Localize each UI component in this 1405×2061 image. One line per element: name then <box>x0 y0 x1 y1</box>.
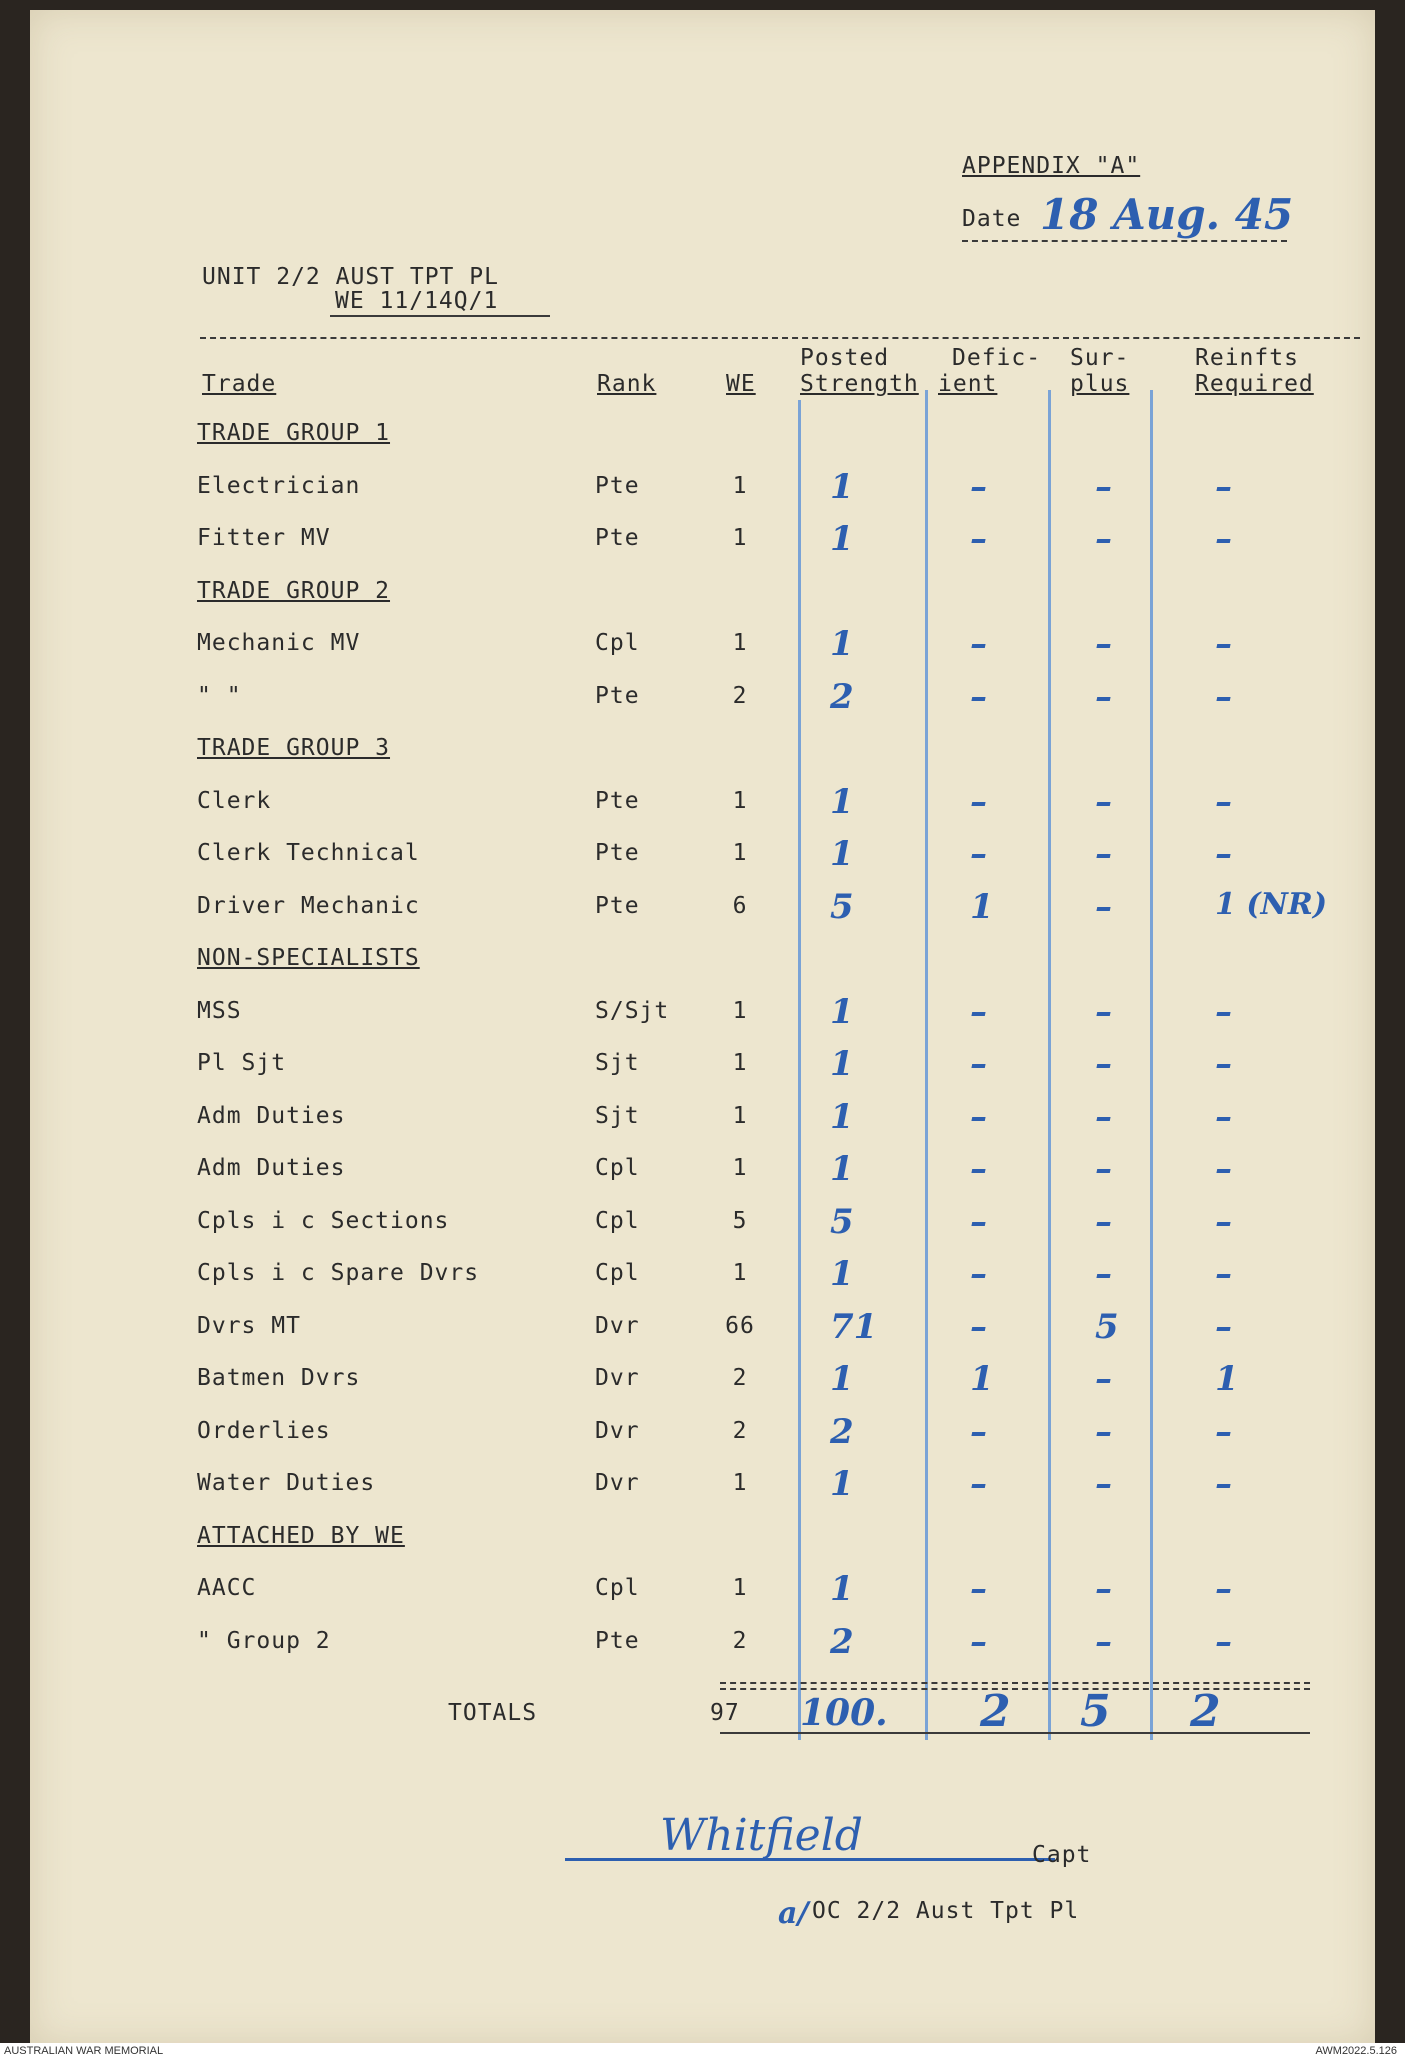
surplus-cell: – <box>1095 624 1112 664</box>
deficient-cell: – <box>970 1569 987 1609</box>
group-header-row <box>30 945 1375 985</box>
surplus-cell: – <box>1095 1622 1112 1662</box>
group-header-row <box>30 735 1375 775</box>
signature-title: OC 2/2 Aust Tpt Pl <box>812 1898 1080 1924</box>
surplus-cell: – <box>1095 1254 1112 1294</box>
we-cell: 2 <box>732 1418 748 1444</box>
table-row <box>30 624 1375 670</box>
posted-strength-cell: 2 <box>830 1412 854 1452</box>
we-cell: 1 <box>732 998 748 1024</box>
surplus-cell: 5 <box>1095 1307 1119 1347</box>
reinforcements-cell: – <box>1215 624 1232 664</box>
posted-strength-cell: 1 <box>830 1097 854 1137</box>
posted-strength-cell: 5 <box>830 1202 854 1242</box>
rank-cell: Pte <box>595 840 640 866</box>
rank-cell: Dvr <box>595 1313 640 1339</box>
reinforcements-cell: – <box>1215 519 1232 559</box>
we-cell: 2 <box>732 1628 748 1654</box>
table-row <box>30 519 1375 565</box>
col-defic-2: ient <box>938 371 998 397</box>
trade-cell: " " <box>197 683 242 709</box>
posted-strength-cell: 71 <box>830 1307 878 1347</box>
trade-cell: MSS <box>197 998 242 1024</box>
trade-cell: Adm Duties <box>197 1103 346 1129</box>
col-posted-2: Strength <box>800 371 919 397</box>
rank-cell: Cpl <box>595 1575 640 1601</box>
reinforcements-cell: 1 <box>1215 1359 1239 1399</box>
deficient-cell: – <box>970 1202 987 1242</box>
date-value: 18 Aug. 45 <box>1040 190 1294 239</box>
col-rank: Rank <box>597 371 657 397</box>
posted-strength-cell: 1 <box>830 992 854 1032</box>
table-row <box>30 1464 1375 1510</box>
col-trade: Trade <box>202 371 277 397</box>
footer-right: AWM2022.5.126 <box>1315 2045 1397 2057</box>
surplus-cell: – <box>1095 1149 1112 1189</box>
group-header-row <box>30 420 1375 460</box>
rank-cell: Pte <box>595 893 640 919</box>
surplus-cell: – <box>1095 782 1112 822</box>
rank-cell: Cpl <box>595 1208 640 1234</box>
col-posted-1: Posted <box>800 345 890 371</box>
reinforcements-cell: – <box>1215 782 1232 822</box>
totals-label: TOTALS <box>448 1700 538 1726</box>
rank-cell: Pte <box>595 1628 640 1654</box>
deficient-cell: – <box>970 1622 987 1662</box>
trade-cell: TRADE GROUP 1 <box>197 420 391 446</box>
reinforcements-cell: – <box>1215 1622 1232 1662</box>
trade-cell: Fitter MV <box>197 525 331 551</box>
we-cell: 1 <box>732 1050 748 1076</box>
trade-cell: AACC <box>197 1575 257 1601</box>
trade-cell: TRADE GROUP 2 <box>197 578 391 604</box>
trade-cell: Orderlies <box>197 1418 331 1444</box>
deficient-cell: – <box>970 1149 987 1189</box>
rank-cell: S/Sjt <box>595 998 670 1024</box>
reinforcements-cell: – <box>1215 677 1232 717</box>
posted-strength-cell: 1 <box>830 782 854 822</box>
posted-strength-cell: 5 <box>830 887 854 927</box>
we-cell: 1 <box>732 630 748 656</box>
posted-strength-cell: 2 <box>830 677 854 717</box>
deficient-cell: 1 <box>970 1359 994 1399</box>
rank-cell: Pte <box>595 788 640 814</box>
signature-line <box>565 1858 1055 1861</box>
rank-cell: Dvr <box>595 1365 640 1391</box>
reinforcements-cell: – <box>1215 1149 1232 1189</box>
posted-strength-cell: 1 <box>830 624 854 664</box>
rank-cell: Sjt <box>595 1050 640 1076</box>
surplus-cell: – <box>1095 1044 1112 1084</box>
deficient-cell: – <box>970 782 987 822</box>
posted-strength-cell: 1 <box>830 519 854 559</box>
col-surplus-2: plus <box>1070 371 1130 397</box>
posted-strength-cell: 1 <box>830 1569 854 1609</box>
col-surplus-1: Sur- <box>1070 345 1130 371</box>
group-header-row <box>30 578 1375 618</box>
unit-underline <box>330 315 550 317</box>
group-header-row <box>30 1523 1375 1563</box>
reinforcements-cell: 1 (NR) <box>1215 887 1328 922</box>
signature-scrawl: Whitfield <box>660 1810 863 1861</box>
we-cell: 1 <box>732 1103 748 1129</box>
surplus-cell: – <box>1095 1202 1112 1242</box>
reinforcements-cell: – <box>1215 1464 1232 1504</box>
rank-cell: Dvr <box>595 1418 640 1444</box>
deficient-cell: – <box>970 1044 987 1084</box>
posted-strength-cell: 1 <box>830 1359 854 1399</box>
we-cell: 1 <box>732 1155 748 1181</box>
date-underline <box>962 240 1287 242</box>
rank-cell: Pte <box>595 683 640 709</box>
table-row <box>30 467 1375 513</box>
reinforcements-cell: – <box>1215 467 1232 507</box>
surplus-cell: – <box>1095 887 1112 927</box>
we-cell: 2 <box>732 683 748 709</box>
rank-cell: Cpl <box>595 630 640 656</box>
we-cell: 1 <box>732 840 748 866</box>
rank-cell: Dvr <box>595 1470 640 1496</box>
trade-cell: Adm Duties <box>197 1155 346 1181</box>
trade-cell: TRADE GROUP 3 <box>197 735 391 761</box>
totals-we: 97 <box>710 1700 740 1726</box>
trade-cell: " Group 2 <box>197 1628 331 1654</box>
header-top-rule <box>200 337 1360 339</box>
totals-bottom-rule <box>720 1732 1310 1734</box>
we-cell: 1 <box>732 1470 748 1496</box>
deficient-cell: 1 <box>970 887 994 927</box>
unit-line-2: WE 11/14Q/1 <box>335 288 499 314</box>
we-cell: 6 <box>732 893 748 919</box>
surplus-cell: – <box>1095 834 1112 874</box>
table-row <box>30 1359 1375 1405</box>
rank-cell: Cpl <box>595 1155 640 1181</box>
trade-cell: Electrician <box>197 473 361 499</box>
posted-strength-cell: 1 <box>830 1149 854 1189</box>
table-row <box>30 1149 1375 1195</box>
rank-cell: Pte <box>595 473 640 499</box>
we-cell: 1 <box>732 473 748 499</box>
trade-cell: Clerk Technical <box>197 840 420 866</box>
reinforcements-cell: – <box>1215 1307 1232 1347</box>
surplus-cell: – <box>1095 1359 1112 1399</box>
table-row <box>30 834 1375 880</box>
surplus-cell: – <box>1095 677 1112 717</box>
col-reinf-1: Reinfts <box>1195 345 1299 371</box>
trade-cell: Clerk <box>197 788 272 814</box>
reinforcements-cell: – <box>1215 1097 1232 1137</box>
posted-strength-cell: 1 <box>830 1044 854 1084</box>
we-cell: 66 <box>725 1313 755 1339</box>
deficient-cell: – <box>970 677 987 717</box>
table-row <box>30 1307 1375 1353</box>
reinforcements-cell: – <box>1215 992 1232 1032</box>
we-cell: 1 <box>732 788 748 814</box>
rank-cell: Cpl <box>595 1260 640 1286</box>
posted-strength-cell: 2 <box>830 1622 854 1662</box>
totals-reinf: 2 <box>1190 1686 1221 1737</box>
table-row <box>30 1622 1375 1668</box>
col-defic-1: Defic- <box>952 345 1042 371</box>
we-cell: 5 <box>732 1208 748 1234</box>
signature-prefix: a/ <box>778 1896 809 1931</box>
we-cell: 2 <box>732 1365 748 1391</box>
posted-strength-cell: 1 <box>830 834 854 874</box>
appendix-label: APPENDIX "A" <box>962 153 1141 179</box>
we-cell: 1 <box>732 1260 748 1286</box>
deficient-cell: – <box>970 834 987 874</box>
totals-defic: 2 <box>980 1686 1011 1737</box>
surplus-cell: – <box>1095 1097 1112 1137</box>
posted-strength-cell: 1 <box>830 1254 854 1294</box>
totals-surplus: 5 <box>1080 1686 1111 1737</box>
deficient-cell: – <box>970 1307 987 1347</box>
table-row <box>30 677 1375 723</box>
we-cell: 1 <box>732 525 748 551</box>
table-row <box>30 782 1375 828</box>
table-row <box>30 1097 1375 1143</box>
date-label: Date <box>962 206 1022 232</box>
archive-footer <box>0 2043 1405 2061</box>
totals-top-rule <box>720 1682 1310 1684</box>
deficient-cell: – <box>970 1464 987 1504</box>
trade-cell: Mechanic MV <box>197 630 361 656</box>
rank-cell: Pte <box>595 525 640 551</box>
deficient-cell: – <box>970 1254 987 1294</box>
we-cell: 1 <box>732 1575 748 1601</box>
trade-cell: Batmen Dvrs <box>197 1365 361 1391</box>
table-row <box>30 1044 1375 1090</box>
trade-cell: Driver Mechanic <box>197 893 420 919</box>
trade-cell: Cpls i c Spare Dvrs <box>197 1260 480 1286</box>
document-page <box>30 10 1375 2045</box>
surplus-cell: – <box>1095 467 1112 507</box>
col-reinf-2: Required <box>1195 371 1314 397</box>
table-row <box>30 887 1375 933</box>
deficient-cell: – <box>970 992 987 1032</box>
table-row <box>30 1569 1375 1615</box>
reinforcements-cell: – <box>1215 1202 1232 1242</box>
signature-rank: Capt <box>1032 1842 1092 1868</box>
reinforcements-cell: – <box>1215 1044 1232 1084</box>
trade-cell: NON-SPECIALISTS <box>197 945 420 971</box>
reinforcements-cell: – <box>1215 1254 1232 1294</box>
table-row <box>30 1202 1375 1248</box>
trade-cell: Water Duties <box>197 1470 376 1496</box>
surplus-cell: – <box>1095 1464 1112 1504</box>
table-row <box>30 1254 1375 1300</box>
trade-cell: Pl Sjt <box>197 1050 287 1076</box>
trade-cell: ATTACHED BY WE <box>197 1523 405 1549</box>
deficient-cell: – <box>970 519 987 559</box>
deficient-cell: – <box>970 624 987 664</box>
totals-posted: 100. <box>800 1692 888 1734</box>
surplus-cell: – <box>1095 1569 1112 1609</box>
col-we: WE <box>726 371 756 397</box>
posted-strength-cell: 1 <box>830 1464 854 1504</box>
table-row <box>30 992 1375 1038</box>
posted-strength-cell: 1 <box>830 467 854 507</box>
totals-top-rule-2 <box>720 1688 1310 1690</box>
reinforcements-cell: – <box>1215 1412 1232 1452</box>
deficient-cell: – <box>970 1097 987 1137</box>
unit-line-1: UNIT 2/2 AUST TPT PL <box>202 264 499 290</box>
surplus-cell: – <box>1095 992 1112 1032</box>
trade-cell: Cpls i c Sections <box>197 1208 450 1234</box>
surplus-cell: – <box>1095 519 1112 559</box>
deficient-cell: – <box>970 467 987 507</box>
table-row <box>30 1412 1375 1458</box>
surplus-cell: – <box>1095 1412 1112 1452</box>
footer-left: AUSTRALIAN WAR MEMORIAL <box>4 2045 164 2057</box>
reinforcements-cell: – <box>1215 834 1232 874</box>
rank-cell: Sjt <box>595 1103 640 1129</box>
trade-cell: Dvrs MT <box>197 1313 301 1339</box>
reinforcements-cell: – <box>1215 1569 1232 1609</box>
deficient-cell: – <box>970 1412 987 1452</box>
